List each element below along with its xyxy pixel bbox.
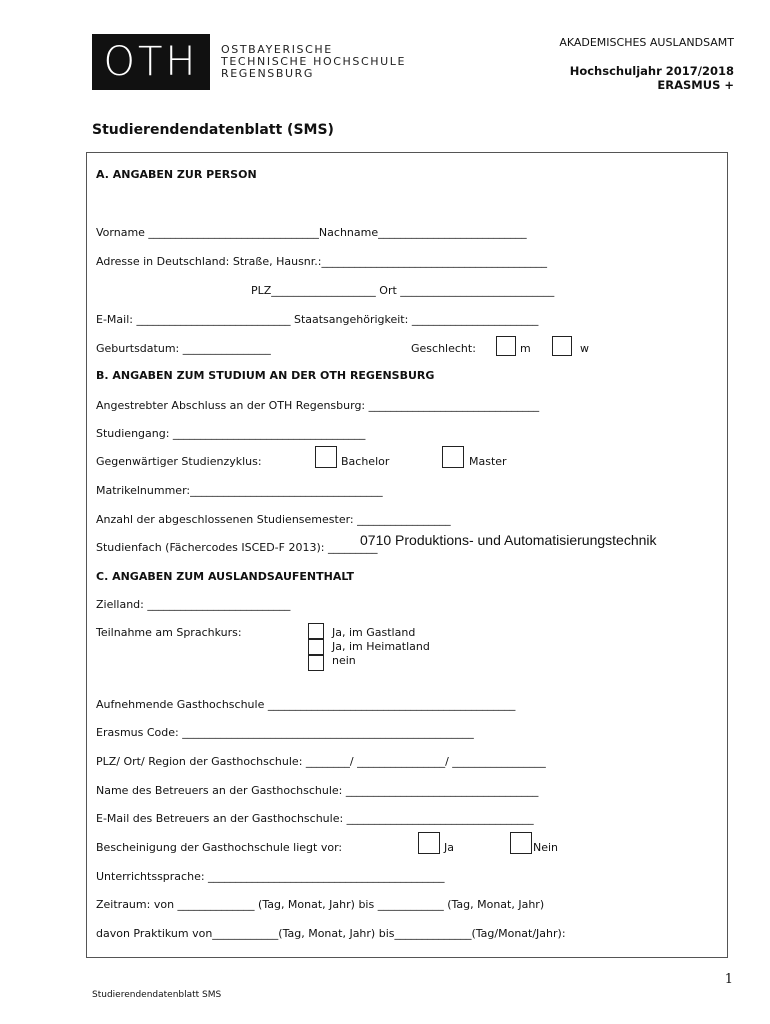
office-name: AKADEMISCHES AUSLANDSAMT xyxy=(559,36,734,49)
semesters-field[interactable]: Anzahl der abgeschlossenen Studiensemester: _________________ xyxy=(96,513,451,526)
internship-field[interactable]: davon Praktikum von____________(Tag, Monat, Jahr) bis______________(Tag/Monat/Jahr): xyxy=(96,927,566,940)
university-name-line3: REGENSBURG xyxy=(221,67,315,80)
matrikel-field[interactable]: Matrikelnummer:___________________________________ xyxy=(96,484,383,497)
erasmus-code-field[interactable]: Erasmus Code: _____________________________________________________ xyxy=(96,726,474,739)
footer-label: Studierendendatenblatt SMS xyxy=(92,990,222,1000)
certificate-label: Bescheinigung der Gasthochschule liegt vor: xyxy=(96,841,343,854)
section-c-heading: C. ANGABEN ZUM AUSLANDSAUFENTHALT xyxy=(96,570,355,583)
birthdate-field[interactable]: Geburtsdatum: ________________ xyxy=(96,342,271,355)
language-course-label: Teilnahme am Sprachkurs: xyxy=(96,626,242,639)
certificate-nein-checkbox[interactable] xyxy=(510,832,532,854)
section-b-heading: B. ANGABEN ZUM STUDIUM AN DER OTH REGENSBURG xyxy=(96,369,435,382)
teaching-language-field[interactable]: Unterrichtssprache: ___________________________________________ xyxy=(96,870,445,883)
plz-city-field[interactable]: PLZ___________________ Ort ____________________________ xyxy=(251,284,555,297)
lang-none-checkbox[interactable] xyxy=(308,655,324,671)
course-field[interactable]: Studiengang: ___________________________________ xyxy=(96,427,366,440)
lang-none-label: nein xyxy=(332,654,356,667)
certificate-nein-label: Nein xyxy=(533,841,559,854)
logo-text: OTH xyxy=(103,39,199,85)
university-name-line2: TECHNISCHE HOCHSCHULE xyxy=(221,55,407,68)
lang-home-label: Ja, im Heimatland xyxy=(332,640,430,653)
certificate-ja-checkbox[interactable] xyxy=(418,832,440,854)
bachelor-checkbox[interactable] xyxy=(315,446,337,468)
degree-field[interactable]: Angestrebter Abschluss an der OTH Regensburg: _______________________________ xyxy=(96,399,540,412)
name-field[interactable]: Vorname _______________________________Nachname___________________________ xyxy=(96,226,527,239)
supervisor-email-field[interactable]: E-Mail des Betreuers an der Gasthochschule: __________________________________ xyxy=(96,812,534,825)
master-label: Master xyxy=(469,455,507,468)
gender-w-checkbox[interactable] xyxy=(552,336,572,356)
lang-host-label: Ja, im Gastland xyxy=(332,626,416,639)
email-nationality-field[interactable]: E-Mail: ____________________________ Staatsangehörigkeit: _______________________ xyxy=(96,313,539,326)
country-field[interactable]: Zielland: __________________________ xyxy=(96,598,291,611)
document-title: Studierendendatenblatt (SMS) xyxy=(92,122,334,138)
address-field[interactable]: Adresse in Deutschland: Straße, Hausnr.:_________________________________________ xyxy=(96,255,547,268)
lang-home-checkbox[interactable] xyxy=(308,639,324,655)
supervisor-name-field[interactable]: Name des Betreuers an der Gasthochschule: ___________________________________ xyxy=(96,784,539,797)
page-number: 1 xyxy=(724,972,733,987)
gender-m-label: m xyxy=(520,342,531,355)
host-university-field[interactable]: Aufnehmende Gasthochschule _____________________________________________ xyxy=(96,698,516,711)
gender-w-label: w xyxy=(580,342,589,355)
period-field[interactable]: Zeitraum: von ______________ (Tag, Monat, Jahr) bis ____________ (Tag, Monat, Jahr) xyxy=(96,898,545,911)
university-name-line1: OSTBAYERISCHE xyxy=(221,43,333,56)
plz-region-field[interactable]: PLZ/ Ort/ Region der Gasthochschule: ________/ ________________/ _________________ xyxy=(96,755,546,768)
study-cycle-label: Gegenwärtiger Studienzyklus: xyxy=(96,455,262,468)
field-of-study-field[interactable]: Studienfach (Fächercodes ISCED-F 2013): _________ xyxy=(96,541,378,554)
form-frame xyxy=(86,152,728,958)
gender-m-checkbox[interactable] xyxy=(496,336,516,356)
section-a-heading: A. ANGABEN ZUR PERSON xyxy=(96,168,257,181)
master-checkbox[interactable] xyxy=(442,446,464,468)
bachelor-label: Bachelor xyxy=(341,455,390,468)
academic-year: Hochschuljahr 2017/2018 xyxy=(569,64,734,78)
program-name: ERASMUS + xyxy=(657,78,734,92)
field-of-study-value: 0710 Produktions- und Automatisierungstechnik xyxy=(360,532,657,548)
gender-label: Geschlecht: xyxy=(411,342,476,355)
certificate-ja-label: Ja xyxy=(444,841,454,854)
oth-logo xyxy=(92,34,210,90)
lang-host-checkbox[interactable] xyxy=(308,623,324,639)
